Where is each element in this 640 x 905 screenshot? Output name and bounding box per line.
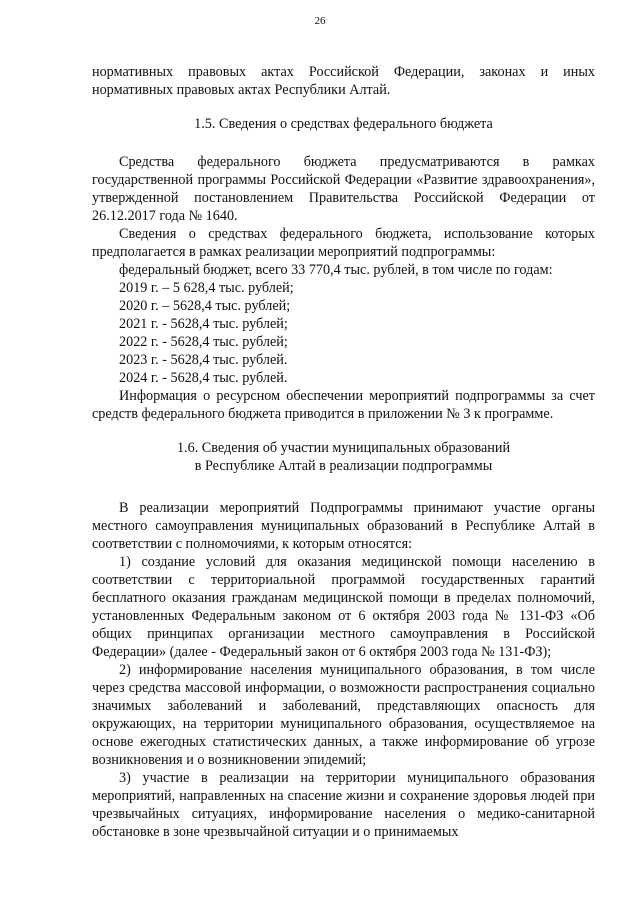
section-1-5-paragraph-2: Сведения о средствах федерального бюджета, использование которых предполагается в рамках реализации мероприятий подпрограммы: <box>92 226 595 260</box>
budget-year-line: 2019 г. – 5 628,4 тыс. рублей; <box>119 280 294 296</box>
budget-year-line: 2023 г. - 5628,4 тыс. рублей. <box>119 352 288 368</box>
section-1-6-item-1: 1) создание условий для оказания медицинской помощи населению в соответствии с территориальной программой государственных гарантий бесплатного оказания гражданам медицинской помощи в пределах полномочий, установленных Федеральным законом от 6 октября 2003 года № 131-ФЗ «Об общих принципах организации местного самоуправления в Российской Федерации» (далее - Федеральный закон от 6 октября 2003 года № 131-ФЗ); <box>92 554 595 660</box>
section-1-5-paragraph-1: Средства федерального бюджета предусматриваются в рамках государственной программы Российской Федерации «Развитие здравоохранения», утвержденной постановлением Правительства Российской Федерации от 26.12.2017 года № 1640. <box>92 154 595 224</box>
section-1-6-heading-line-1: 1.6. Сведения об участии муниципальных образований <box>176 440 511 456</box>
budget-year-line: 2022 г. - 5628,4 тыс. рублей; <box>119 334 288 350</box>
document-body <box>92 63 595 841</box>
section-1-5-heading: 1.5. Сведения о средствах федерального бюджета <box>194 116 493 132</box>
budget-total-line: федеральный бюджет, всего 33 770,4 тыс. рублей, в том числе по годам: <box>119 262 553 278</box>
intro-paragraph: нормативных правовых актах Российской Федерации, законах и иных нормативных правовых актах Республики Алтай. <box>92 64 595 98</box>
section-1-6-item-2: 2) информирование населения муниципального образования, в том числе через средства массовой информации, о возможности распространения социально значимых заболеваний и заболеваний, представляющих опасность для окружающих, на территории муниципального образования, осуществляемое на основе ежегодных статистических данных, а также информирование об угрозе возникновения и о возникновении эпидемий; <box>92 662 595 768</box>
budget-year-line: 2020 г. – 5628,4 тыс. рублей; <box>119 298 291 314</box>
section-1-6-heading-line-2: в Республике Алтай в реализации подпрограммы <box>194 458 493 474</box>
section-1-6-paragraph-1: В реализации мероприятий Подпрограммы принимают участие органы местного самоуправления муниципальных образований в Республике Алтай в соответствии с полномочиями, к которым относятся: <box>92 500 595 552</box>
budget-year-line: 2021 г. - 5628,4 тыс. рублей; <box>119 316 288 332</box>
page-number: 26 <box>314 15 326 27</box>
section-1-6-item-3: 3) участие в реализации на территории муниципального образования мероприятий, направленных на спасение жизни и сохранение здоровья людей при чрезвычайных ситуациях, информирование населения о медико-санитарной обстановке в зоне чрезвычайной ситуации и о принимаемых <box>92 770 595 840</box>
section-1-5-paragraph-3: Информация о ресурсном обеспечении мероприятий подпрограммы за счет средств федерального бюджета приводится в приложении № 3 к программе. <box>92 388 595 422</box>
budget-year-line: 2024 г. - 5628,4 тыс. рублей. <box>119 370 288 386</box>
